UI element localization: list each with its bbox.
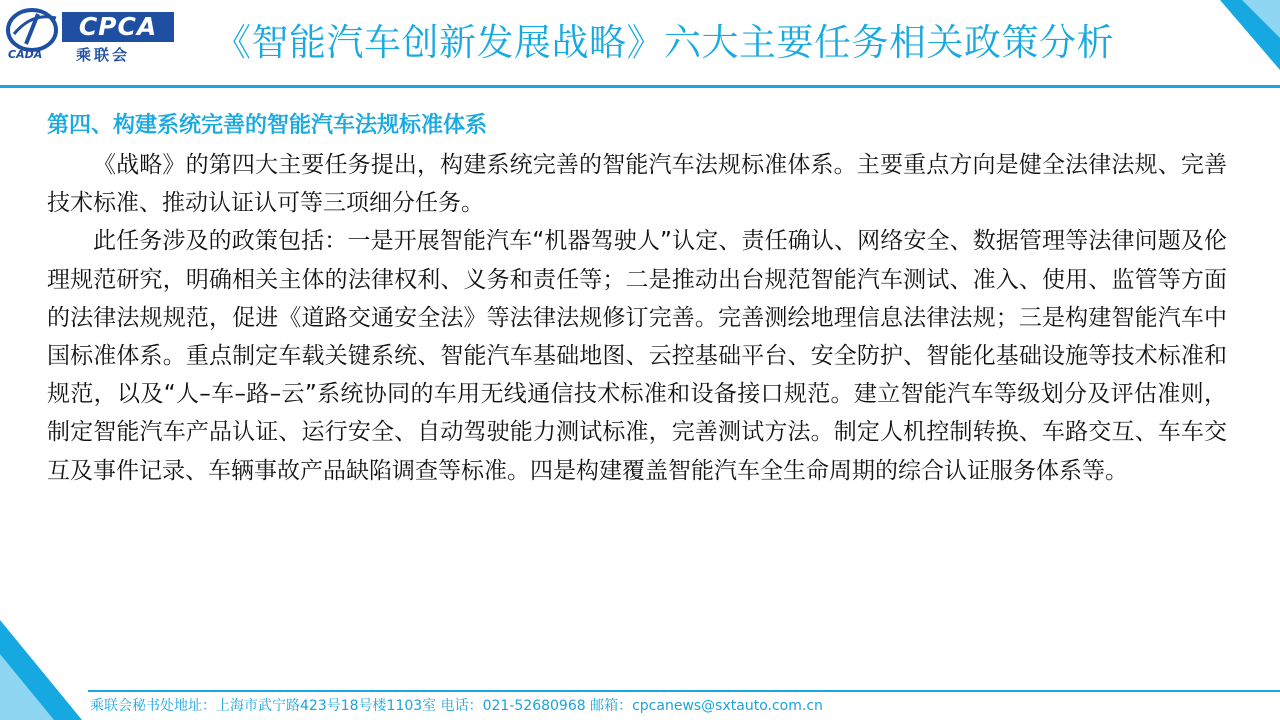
corner-decoration-top-right xyxy=(1220,0,1280,86)
footer-contact: 乘联会秘书处地址：上海市武宁路423号18号楼1103室 电话：021-52680968 邮箱：cpcanews@sxtauto.com.cn xyxy=(90,698,823,714)
footer-divider xyxy=(88,690,1280,692)
corner-decoration-bottom-left xyxy=(0,620,82,720)
logo-sub-text: CADA xyxy=(8,48,43,61)
logo-brand-text: CPCA xyxy=(62,12,174,42)
paragraph-policies: 此任务涉及的政策包括：一是开展智能汽车“机器驾驶人”认定、责任确认、网络安全、数据管理等法律问题及伦理规范研究，明确相关主体的法律权利、义务和责任等；二是推动出台规范智能汽车测试、准入、使用、监管等方面的法律法规规范，促进《道路交通安全法》等法律法规修订完善。完善测绘地理信息法律法规；三是构建智能汽车中国标准体系。重点制定车载关键系统、智能汽车基础地图、云控基础平台、安全防护、智能化基础设施等技术标准和规范，以及“人–车–路–云”系统协同的车用无线通信技术标准和设备接口规范。建立智能汽车等级划分及评估准则，制定智能汽车产品认证、运行安全、自动驾驶能力测试标准，完善测试方法。制定人机控制转换、车路交互、车车交互及事件记录、车辆事故产品缺陷调查等标准。四是构建覆盖智能汽车全生命周期的综合认证服务体系等。 xyxy=(47,228,1227,484)
section-heading: 第四、构建系统完善的智能汽车法规标准体系 xyxy=(47,113,488,138)
header-divider xyxy=(0,85,1280,88)
page-title: 《智能汽车创新发展战略》六大主要任务相关政策分析 xyxy=(214,21,1114,64)
cpca-logo xyxy=(0,4,185,66)
paragraph-intro: 《战略》的第四大主要任务提出，构建系统完善的智能汽车法规标准体系。主要重点方向是健全法律法规、完善技术标准、推动认证认可等三项细分任务。 xyxy=(47,152,1227,217)
main-content xyxy=(47,106,1227,490)
logo-chinese-name: 乘联会 xyxy=(76,46,131,64)
slide-header xyxy=(0,0,1280,92)
